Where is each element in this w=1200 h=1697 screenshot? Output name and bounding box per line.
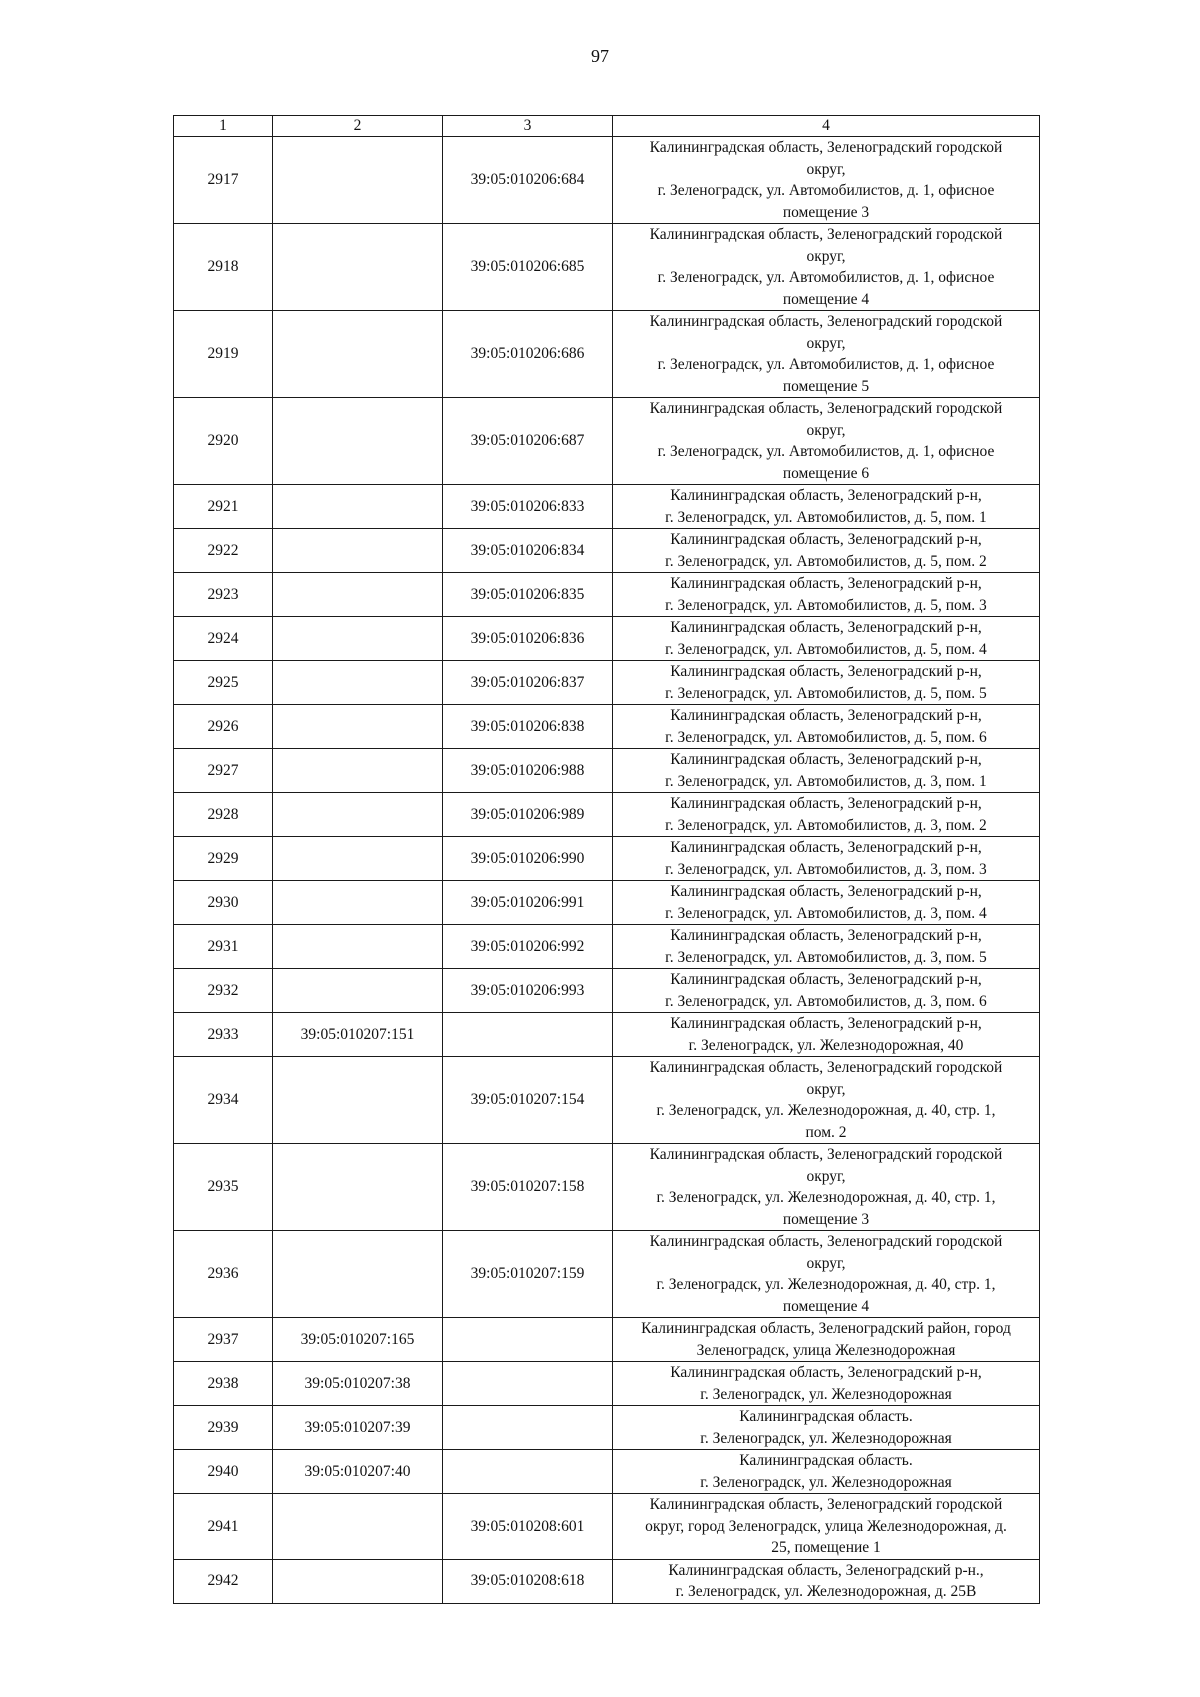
address-line: г. Зеленоградск, ул. Автомобилистов, д. 3, пом. 6 [665,992,987,1010]
table-row [174,485,1040,529]
row-number-cell: 2925 [174,661,273,705]
table-row [174,1057,1040,1144]
address-line: округ, [806,247,846,265]
cadastral-number-cell-col3 [443,1450,613,1494]
cadastral-number-cell-col3: 39:05:010206:990 [443,837,613,881]
address-line: Калининградская область, Зеленоградский городской [649,226,1003,243]
cadastral-number-cell-col3: 39:05:010206:993 [443,969,613,1013]
address-line: г. Зеленоградск, ул. Автомобилистов, д. 5, пом. 5 [665,684,987,702]
address-line: Калининградская область, Зеленоградский р-н, [670,883,982,900]
row-number-cell: 2942 [174,1559,273,1603]
row-number-cell: 2940 [174,1450,273,1494]
cadastral-number-cell-col2 [273,1494,443,1560]
address-line: Калининградская область, Зеленоградский городской [649,400,1003,417]
address-line: г. Зеленоградск, ул. Автомобилистов, д. 3, пом. 2 [665,816,987,834]
row-number-cell: 2930 [174,881,273,925]
address-line: округ, [806,1080,846,1098]
row-number-cell: 2918 [174,224,273,311]
row-number-cell: 2938 [174,1362,273,1406]
cadastral-number-cell-col3 [443,1362,613,1406]
row-number-cell: 2933 [174,1013,273,1057]
cadastral-number-cell-col3: 39:05:010206:991 [443,881,613,925]
cadastral-number-cell-col3: 39:05:010206:989 [443,793,613,837]
table-row [174,311,1040,398]
cadastral-number-cell-col3: 39:05:010206:686 [443,311,613,398]
row-number-cell: 2922 [174,529,273,573]
cadastral-number-cell-col3: 39:05:010208:601 [443,1494,613,1560]
address-cell [613,749,1040,793]
address-cell [613,1494,1040,1560]
row-number-cell: 2937 [174,1318,273,1362]
cadastral-number-cell-col3: 39:05:010206:684 [443,137,613,224]
row-number-cell: 2919 [174,311,273,398]
address-line: г. Зеленоградск, ул. Железнодорожная [700,1385,952,1403]
address-line: г. Зеленоградск, ул. Автомобилистов, д. 1, офисное [657,269,995,286]
address-line: Калининградская область, Зеленоградский р-н, [670,971,982,988]
address-line: г. Зеленоградск, ул. Автомобилистов, д. 1, офисное [657,443,995,460]
cadastral-number-cell-col2 [273,661,443,705]
address-cell [613,1013,1040,1057]
address-line: Калининградская область, Зеленоградский городской [649,1496,1003,1513]
address-cell [613,311,1040,398]
address-line: Калининградская область, Зеленоградский р-н, [670,751,982,768]
row-number-cell: 2926 [174,705,273,749]
address-line: Калининградская область, Зеленоградский р-н, [670,795,982,812]
cadastral-number-cell-col3: 39:05:010207:159 [443,1231,613,1318]
cadastral-number-cell-col2 [273,969,443,1013]
cadastral-number-cell-col2: 39:05:010207:165 [273,1318,443,1362]
address-line: округ, [806,334,846,352]
address-line: г. Зеленоградск, ул. Автомобилистов, д. 5, пом. 6 [665,728,987,746]
address-line: Калининградская область, Зеленоградский городской [649,1233,1003,1250]
address-cell [613,485,1040,529]
table-row [174,881,1040,925]
address-cell [613,1057,1040,1144]
address-line: Калининградская область. [739,1408,913,1425]
address-line: Калининградская область, Зеленоградский район, город [641,1320,1011,1337]
address-cell [613,573,1040,617]
cadastral-number-cell-col2: 39:05:010207:151 [273,1013,443,1057]
cadastral-number-cell-col2 [273,398,443,485]
table-row [174,1318,1040,1362]
address-line: Калининградская область, Зеленоградский р-н, [670,531,982,548]
row-number-cell: 2934 [174,1057,273,1144]
column-header-4: 4 [613,116,1040,137]
table-row [174,925,1040,969]
address-cell [613,1362,1040,1406]
table-row [174,617,1040,661]
address-line: округ, [806,1167,846,1185]
row-number-cell: 2932 [174,969,273,1013]
table-row [174,573,1040,617]
table-row [174,749,1040,793]
table-row [174,398,1040,485]
address-line: помещение 6 [782,464,870,482]
cadastral-number-cell-col2 [273,529,443,573]
cadastral-number-cell-col3: 39:05:010207:158 [443,1144,613,1231]
row-number-cell: 2927 [174,749,273,793]
address-line: г. Зеленоградск, ул. Автомобилистов, д. 5, пом. 3 [665,596,987,614]
header-row [174,116,1040,137]
address-line: Зеленоградск, улица Железнодорожная [696,1341,956,1359]
address-line: пом. 2 [805,1123,847,1141]
address-line: г. Зеленоградск, ул. Железнодорожная [700,1473,952,1491]
cadastral-number-cell-col2 [273,1144,443,1231]
column-header-2: 2 [273,116,443,137]
address-cell [613,224,1040,311]
address-line: помещение 3 [782,203,870,221]
table-row [174,1450,1040,1494]
address-line: г. Зеленоградск, ул. Автомобилистов, д. 1, офисное [657,182,995,199]
address-cell [613,705,1040,749]
table-row [174,1362,1040,1406]
cadastral-number-cell-col2 [273,485,443,529]
row-number-cell: 2928 [174,793,273,837]
address-cell [613,1559,1040,1603]
address-line: г. Зеленоградск, ул. Автомобилистов, д. 3, пом. 3 [665,860,987,878]
cadastral-number-cell-col2: 39:05:010207:38 [273,1362,443,1406]
address-cell [613,1231,1040,1318]
address-line: г. Зеленоградск, ул. Автомобилистов, д. 1, офисное [657,356,995,373]
cadastral-number-cell-col2 [273,224,443,311]
cadastral-number-cell-col2 [273,749,443,793]
cadastral-number-cell-col2 [273,793,443,837]
table-row [174,1144,1040,1231]
address-line: г. Зеленоградск, ул. Автомобилистов, д. 5, пом. 2 [665,552,987,570]
address-line: помещение 3 [782,1210,870,1228]
table-row [174,969,1040,1013]
cadastral-number-cell-col3 [443,1318,613,1362]
row-number-cell: 2923 [174,573,273,617]
cadastral-number-cell-col3: 39:05:010206:833 [443,485,613,529]
table-row [174,137,1040,224]
column-header-1: 1 [174,116,273,137]
address-line: 25, помещение 1 [771,1539,881,1556]
address-line: г. Зеленоградск, ул. Автомобилистов, д. 5, пом. 4 [665,640,987,658]
table-row [174,1013,1040,1057]
row-number-cell: 2936 [174,1231,273,1318]
address-cell [613,925,1040,969]
address-cell [613,881,1040,925]
address-cell [613,837,1040,881]
address-line: Калининградская область, Зеленоградский городской [649,1146,1003,1163]
address-line: округ, город Зеленоградск, улица Железнодорожная, д. [645,1517,1007,1535]
address-line: Калининградская область, Зеленоградский р-н, [670,927,982,944]
table-header [174,116,1040,137]
address-line: г. Зеленоградск, ул. Железнодорожная, д. 40, стр. 1, [656,1189,996,1206]
cadastral-number-cell-col3: 39:05:010206:992 [443,925,613,969]
cadastral-number-cell-col2 [273,705,443,749]
cadastral-number-cell-col2: 39:05:010207:39 [273,1406,443,1450]
cadastral-number-cell-col3: 39:05:010206:837 [443,661,613,705]
table-row [174,705,1040,749]
address-line: округ, [806,160,846,178]
page-number: 97 [591,46,609,66]
address-line: Калининградская область, Зеленоградский р-н, [670,1015,982,1032]
address-line: г. Зеленоградск, ул. Автомобилистов, д. 3, пом. 4 [665,904,987,922]
table-body [174,137,1040,1604]
address-cell [613,617,1040,661]
address-line: г. Зеленоградск, ул. Железнодорожная, д. 40, стр. 1, [656,1276,996,1293]
cadastral-number-cell-col2 [273,881,443,925]
address-line: округ, [806,1254,846,1272]
address-line: Калининградская область, Зеленоградский городской [649,1059,1003,1076]
cadastral-number-cell-col2 [273,137,443,224]
address-line: помещение 4 [782,290,870,308]
address-cell [613,1406,1040,1450]
cadastral-number-cell-col3: 39:05:010206:838 [443,705,613,749]
address-line: Калининградская область. [739,1452,913,1469]
row-number-cell: 2931 [174,925,273,969]
address-line: Калининградская область, Зеленоградский р-н, [670,839,982,856]
address-line: Калининградская область, Зеленоградский р-н, [670,1364,982,1381]
address-cell [613,969,1040,1013]
row-number-cell: 2935 [174,1144,273,1231]
cadastral-number-cell-col3: 39:05:010206:687 [443,398,613,485]
address-line: г. Зеленоградск, ул. Железнодорожная, д. 40, стр. 1, [656,1102,996,1119]
address-cell [613,398,1040,485]
address-cell [613,793,1040,837]
address-line: г. Зеленоградск, ул. Автомобилистов, д. 3, пом. 5 [665,948,987,966]
row-number-cell: 2929 [174,837,273,881]
address-line: округ, [806,421,846,439]
cadastral-number-cell-col2 [273,1559,443,1603]
table-row [174,837,1040,881]
address-line: г. Зеленоградск, ул. Железнодорожная, 40 [688,1036,964,1054]
address-line: Калининградская область, Зеленоградский р-н., [668,1561,984,1579]
cadastral-number-cell-col3: 39:05:010208:618 [443,1559,613,1603]
cadastral-number-cell-col2 [273,837,443,881]
cadastral-number-cell-col3: 39:05:010206:836 [443,617,613,661]
cadastral-number-cell-col3: 39:05:010206:988 [443,749,613,793]
address-cell [613,1144,1040,1231]
cadastral-number-cell-col2: 39:05:010207:40 [273,1450,443,1494]
cadastral-number-cell-col2 [273,925,443,969]
cadastral-number-cell-col3: 39:05:010206:834 [443,529,613,573]
address-line: Калининградская область, Зеленоградский р-н, [670,707,982,724]
row-number-cell: 2921 [174,485,273,529]
cadastral-number-cell-col3 [443,1013,613,1057]
cadastral-number-cell-col3: 39:05:010206:685 [443,224,613,311]
address-line: Калининградская область, Зеленоградский р-н, [670,663,982,680]
cadastral-number-cell-col2 [273,1231,443,1318]
row-number-cell: 2924 [174,617,273,661]
table-row [174,793,1040,837]
cadastral-number-cell-col2 [273,311,443,398]
address-line: г. Зеленоградск, ул. Автомобилистов, д. 5, пом. 1 [665,508,987,526]
cadastral-number-cell-col3: 39:05:010206:835 [443,573,613,617]
address-line: Калининградская область, Зеленоградский городской [649,313,1003,330]
address-line: Калининградская область, Зеленоградский р-н, [670,619,982,636]
table-row [174,529,1040,573]
cadastral-number-cell-col2 [273,617,443,661]
column-header-3: 3 [443,116,613,137]
row-number-cell: 2941 [174,1494,273,1560]
table-row [174,1494,1040,1560]
address-line: Калининградская область, Зеленоградский р-н, [670,575,982,592]
cadastral-number-cell-col3: 39:05:010207:154 [443,1057,613,1144]
address-line: г. Зеленоградск, ул. Железнодорожная [700,1429,952,1447]
cadastral-number-cell-col2 [273,573,443,617]
address-cell [613,137,1040,224]
address-line: Калининградская область, Зеленоградский городской [649,139,1003,156]
table-row [174,1559,1040,1603]
address-line: г. Зеленоградск, ул. Железнодорожная, д. 25В [675,1583,977,1600]
address-cell [613,529,1040,573]
row-number-cell: 2917 [174,137,273,224]
row-number-cell: 2939 [174,1406,273,1450]
cadastral-number-cell-col3 [443,1406,613,1450]
registry-table [173,115,1040,1604]
cadastral-number-cell-col2 [273,1057,443,1144]
address-cell [613,1450,1040,1494]
address-cell [613,661,1040,705]
address-line: помещение 4 [782,1297,870,1315]
address-line: г. Зеленоградск, ул. Автомобилистов, д. 3, пом. 1 [665,772,987,790]
address-line: помещение 5 [782,377,870,395]
row-number-cell: 2920 [174,398,273,485]
address-cell [613,1318,1040,1362]
table-row [174,1406,1040,1450]
table-row [174,661,1040,705]
address-line: Калининградская область, Зеленоградский р-н, [670,487,982,504]
table-row [174,224,1040,311]
table-row [174,1231,1040,1318]
